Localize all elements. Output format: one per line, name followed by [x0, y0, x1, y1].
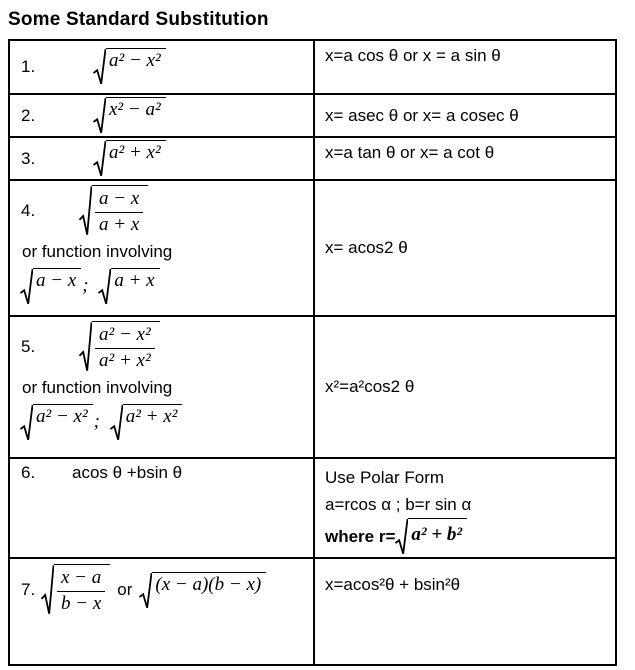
expression-cell	[9, 137, 314, 180]
substitution-text: x=a tan θ or x= a cot θ	[325, 143, 495, 163]
radicand: a² + x²	[106, 140, 166, 177]
note-text: or function involving	[22, 377, 173, 397]
alternate-forms	[20, 404, 309, 441]
fraction	[95, 323, 155, 373]
radical-icon	[139, 572, 152, 609]
substitution-cell	[314, 180, 616, 316]
separator: ;	[93, 410, 100, 432]
expression-cell	[9, 40, 314, 94]
sqrt-expression	[139, 572, 266, 609]
page-title: Some Standard Substitution	[8, 9, 269, 30]
radical-icon	[98, 268, 111, 305]
sqrt-expression	[93, 140, 166, 177]
separator: ;	[82, 274, 89, 296]
fraction-denominator: b − x	[61, 593, 102, 615]
radicand: a² − x²	[33, 404, 93, 441]
radical-icon	[93, 140, 106, 177]
radicand	[92, 321, 160, 373]
sqrt-fraction-expression	[41, 564, 110, 616]
fraction-numerator: a² − x²	[95, 324, 155, 349]
radical-icon	[79, 321, 92, 373]
expression-cell	[9, 94, 314, 137]
radical-icon	[395, 518, 408, 555]
table-row	[9, 558, 616, 665]
sqrt-expression	[20, 404, 93, 441]
expression-cell	[9, 180, 314, 316]
fraction-denominator: a² + x²	[99, 350, 151, 372]
substitution-text: x=acos²θ + bsin²θ	[325, 575, 461, 595]
sqrt-expression	[395, 518, 467, 555]
radical-icon	[20, 268, 33, 305]
table-row	[9, 40, 616, 94]
radicand: a² + b²	[408, 518, 467, 555]
substitution-cell	[314, 137, 616, 180]
row-number: 2.	[21, 105, 36, 125]
substitution-cell	[314, 94, 616, 137]
expression-cell	[9, 458, 314, 558]
fraction	[57, 566, 105, 616]
radicand: (x − a)(b − x)	[152, 572, 266, 609]
row-number: 1.	[21, 56, 36, 76]
substitution-cell	[314, 558, 616, 665]
row-number: 6.	[21, 463, 36, 483]
or-text: or	[117, 580, 133, 600]
substitution-table	[8, 39, 617, 666]
where-label: where r=	[325, 526, 396, 546]
radicand	[54, 564, 110, 616]
row-number: 5.	[21, 337, 36, 357]
expression-cell	[9, 316, 314, 458]
fraction	[95, 187, 143, 237]
radical-icon	[79, 185, 92, 237]
note-text: or function involving	[22, 241, 173, 261]
row-number: 4.	[21, 201, 36, 221]
radicand: a + x	[111, 268, 159, 305]
fraction-denominator: a + x	[99, 214, 140, 236]
substitution-text: x= asec θ or x= a cosec θ	[325, 105, 519, 125]
radicand: a − x	[33, 268, 81, 305]
table-row	[9, 94, 616, 137]
radical-icon	[20, 404, 33, 441]
table-row	[9, 316, 616, 458]
substitution-cell	[314, 40, 616, 94]
substitution-text: x= acos2 θ	[325, 238, 408, 258]
table-row	[9, 180, 616, 316]
radicand	[92, 185, 148, 237]
sqrt-expression	[93, 48, 166, 85]
row-number: 7.	[21, 580, 36, 600]
substitution-text: x²=a²cos2 θ	[325, 377, 415, 397]
alternate-forms	[20, 268, 309, 305]
sqrt-expression	[93, 97, 166, 134]
radical-icon	[41, 564, 54, 616]
substitution-text: x=a cos θ or x = a sin θ	[325, 46, 501, 65]
radicand: x² − a²	[106, 97, 166, 134]
polar-form-line: a=rcos α ; b=r sin α	[325, 495, 472, 515]
radical-icon	[93, 97, 106, 134]
sqrt-expression	[98, 268, 159, 305]
sqrt-fraction-expression	[79, 321, 160, 373]
expression-cell	[9, 558, 314, 665]
table-row	[9, 458, 616, 558]
sqrt-expression	[20, 268, 81, 305]
radicand: a² + x²	[123, 404, 183, 441]
radical-icon	[110, 404, 123, 441]
row-number: 3.	[21, 148, 36, 168]
sqrt-expression	[110, 404, 183, 441]
substitution-cell	[314, 458, 616, 558]
sqrt-fraction-expression	[79, 185, 148, 237]
fraction-numerator: x − a	[57, 567, 105, 592]
polar-form-line: Use Polar Form	[325, 468, 445, 488]
substitution-cell	[314, 316, 616, 458]
radical-icon	[93, 48, 106, 85]
expression-text: acos θ +bsin θ	[72, 463, 183, 483]
where-line	[325, 518, 611, 555]
fraction-numerator: a − x	[95, 188, 143, 213]
radicand: a² − x²	[106, 48, 166, 85]
table-row	[9, 137, 616, 180]
